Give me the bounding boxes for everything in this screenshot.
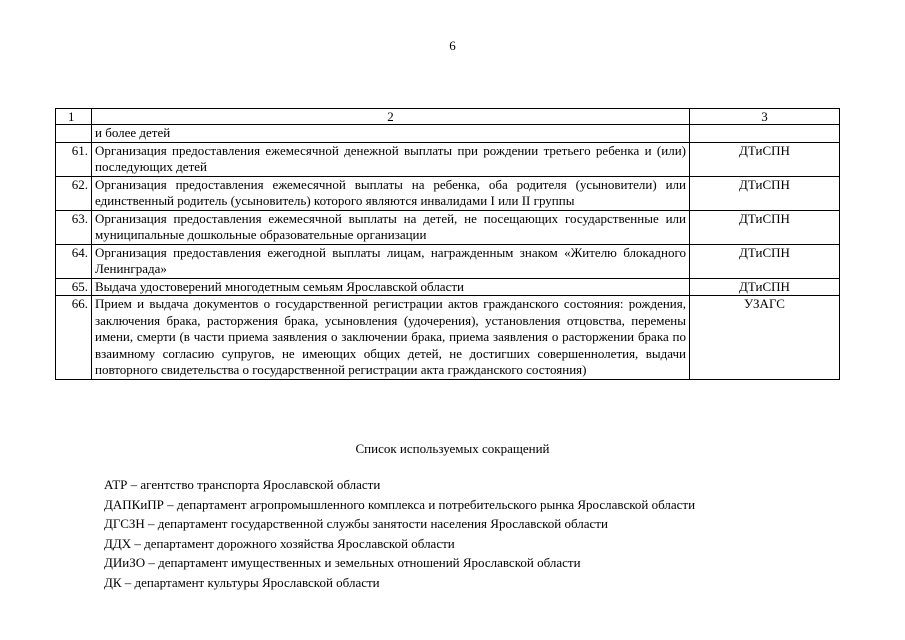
row-text: Организация предоставления ежегодной выплаты лицам, награжденным знаком «Жителю блокадного Ленинграда» [92,244,690,278]
row-department [690,125,840,143]
abbreviations-list [104,475,695,593]
row-text: Организация предоставления ежемесячной денежной выплаты при рождении третьего ребенка и (или) последующих детей [92,142,690,176]
row-text: и более детей [92,125,690,143]
row-number: 64. [56,244,92,278]
row-department: ДТиСПН [690,210,840,244]
row-department: ДТиСПН [690,278,840,296]
row-text: Выдача удостоверений многодетным семьям Ярославской области [92,278,690,296]
table-row [56,176,840,210]
row-number: 62. [56,176,92,210]
row-department: УЗАГС [690,296,840,380]
table-row [56,142,840,176]
abbreviation-item: ДАПКиПР – департамент агропромышленного комплекса и потребительского рынка Ярославской области [104,496,696,512]
row-department: ДТиСПН [690,142,840,176]
table-row [56,210,840,244]
row-text: Прием и выдача документов о государственной регистрации актов гражданского состояния: рождения, заключения брака, расторжения брака, усыновления (удочерения), установления отцовства, перемены имени, смерти (в части приема заявления о заключении брака, приема заявления о расторжении брака по взаимному согласию супругов, не имеющих общих детей, не достигших совершеннолетия, выдачи повторного свидетельства о государственной регистрации акта гражданского состояния) [92,296,690,380]
table-row [56,244,840,278]
abbreviation-item: АТР – агентство транспорта Ярославской области [104,477,381,492]
page-number: 6 [449,38,456,53]
row-number: 61. [56,142,92,176]
abbreviation-item: ДГСЗН – департамент государственной службы занятости населения Ярославской области [104,516,608,532]
services-table-body [56,109,840,380]
abbreviation-item: ДИиЗО – департамент имущественных и земельных отношений Ярославской области [104,555,581,571]
row-number: 65. [56,278,92,296]
table-row-continuation [56,125,840,143]
row-number: 66. [56,296,92,380]
abbreviation-item: ДК – департамент культуры Ярославской области [104,574,380,590]
table-header-row [56,109,840,125]
row-number [56,125,92,143]
row-text: Организация предоставления ежемесячной выплаты на детей, не посещающих государственные или муниципальные дошкольные образовательные организации [92,210,690,244]
abbreviations-title: Список используемых сокращений [355,441,550,456]
header-cell-2: 2 [92,109,690,125]
header-cell-3: 3 [690,109,840,125]
row-text: Организация предоставления ежемесячной выплаты на ребенка, оба родителя (усыновители) или единственный родитель (усыновитель) которого являются инвалидами I или II группы [92,176,690,210]
table-row [56,296,840,380]
services-table [55,108,840,380]
row-number: 63. [56,210,92,244]
row-department: ДТиСПН [690,176,840,210]
table-row [56,278,840,296]
header-cell-1: 1 [56,109,92,125]
row-department: ДТиСПН [690,244,840,278]
abbreviation-item: ДДХ – департамент дорожного хозяйства Ярославской области [104,535,455,551]
